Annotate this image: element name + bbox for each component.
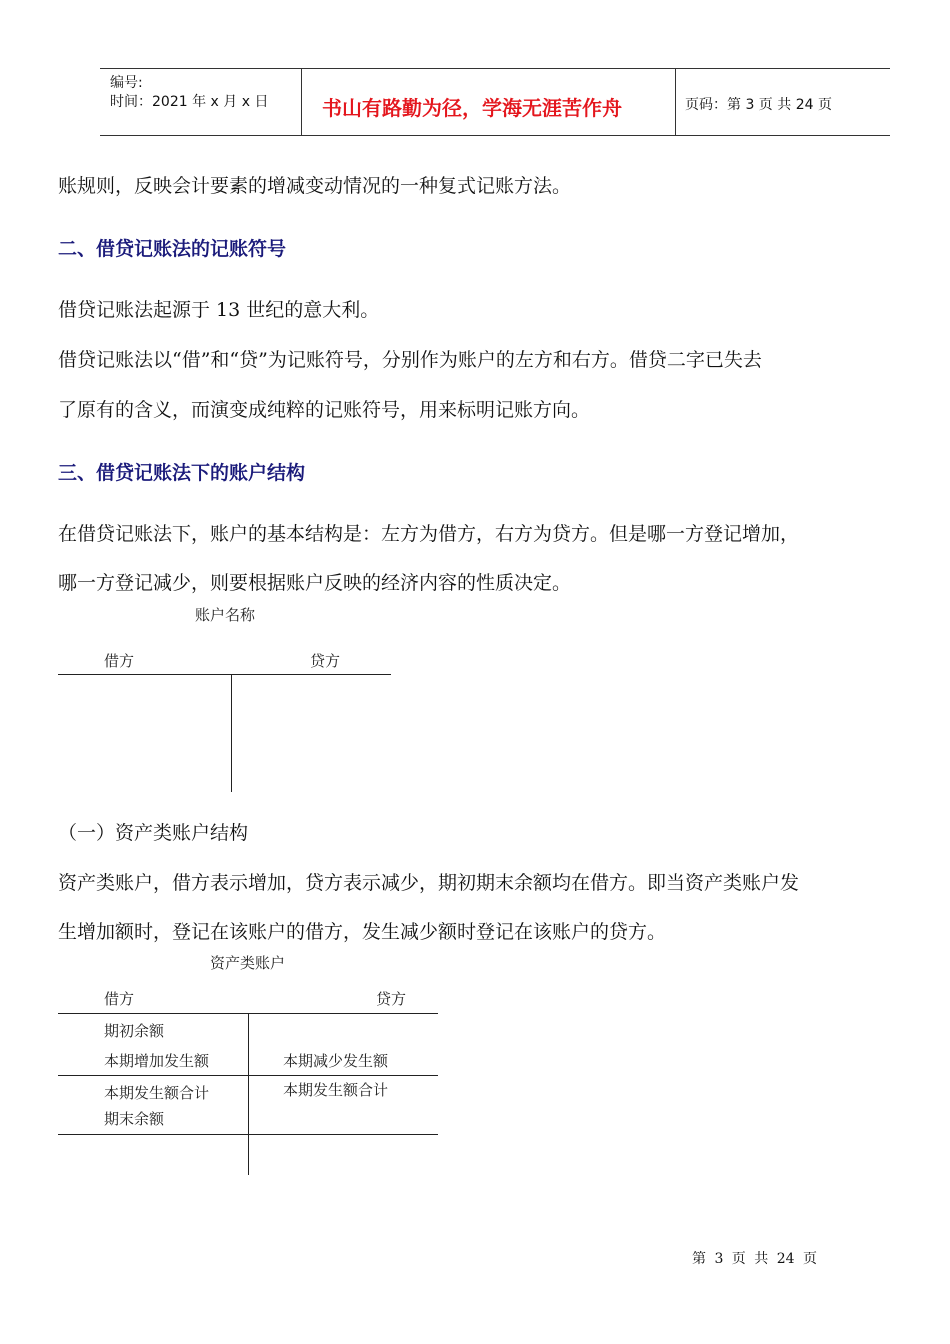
t-account-asset-title: 资产类账户 [210,954,286,972]
paragraph-asset-line-1: 资产类账户，借方表示增加，贷方表示减少，期初期末余额均在借方。即当资产类账户发 [58,872,800,894]
section-heading-2: 二、借贷记账法的记账符号 [58,238,287,260]
paragraph-asset-line-2: 生增加额时，登记在该账户的借方，发生减少额时登记在该账户的贷方。 [58,921,667,943]
subheading-asset-accounts: （一）资产类账户结构 [58,822,249,844]
header-time-label: 时间：2021 年 x 月 x 日 [110,94,269,110]
paragraph-structure-line-2: 哪一方登记减少，则要根据账户反映的经济内容的性质决定。 [58,572,572,594]
t-account-asset-vertical-rule [248,1013,249,1175]
t-account-asset-closing-balance: 期末余额 [104,1110,165,1128]
t-account-basic-vertical-rule [231,674,232,792]
header-top-border [100,68,890,69]
t-account-asset-opening-balance: 期初余额 [104,1022,165,1040]
t-account-basic-credit-label: 贷方 [310,652,341,670]
t-account-asset-debit-label: 借方 [104,990,135,1008]
paragraph-symbols-line-1: 借贷记账法以“借”和“贷”为记账符号，分别作为账户的左方和右方。借贷二字已失去 [58,349,762,371]
t-account-asset-period-decrease: 本期减少发生额 [283,1052,389,1070]
header-motto: 书山有路勤为径，学海无涯苦作舟 [322,96,622,120]
header-bottom-border [100,135,890,136]
header-divider-right [675,68,676,136]
t-account-asset-debit-total: 本期发生额合计 [104,1084,210,1102]
section-heading-3: 三、借贷记账法下的账户结构 [58,462,306,484]
t-account-asset-credit-label: 贷方 [376,990,407,1008]
footer-page-number: 第 3 页 共 24 页 [692,1251,817,1267]
t-account-basic-title: 账户名称 [195,606,256,624]
paragraph-symbols-line-2: 了原有的含义，而演变成纯粹的记账符号，用来标明记账方向。 [58,399,591,421]
header-number-label: 编号: [110,75,143,91]
paragraph-structure-line-1: 在借贷记账法下，账户的基本结构是：左方为借方，右方为贷方。但是哪一方登记增加， [58,523,800,545]
paragraph-intro: 账规则，反映会计要素的增减变动情况的一种复式记账方法。 [58,175,572,197]
header-divider-left [301,68,302,136]
t-account-asset-credit-total: 本期发生额合计 [283,1081,389,1099]
t-account-basic-debit-label: 借方 [104,652,135,670]
header-page-info: 页码：第 3 页 共 24 页 [685,97,832,113]
t-account-basic-horizontal-rule [58,674,391,675]
paragraph-origin: 借贷记账法起源于 13 世纪的意大利。 [58,299,380,321]
t-account-asset-period-increase: 本期增加发生额 [104,1052,210,1070]
